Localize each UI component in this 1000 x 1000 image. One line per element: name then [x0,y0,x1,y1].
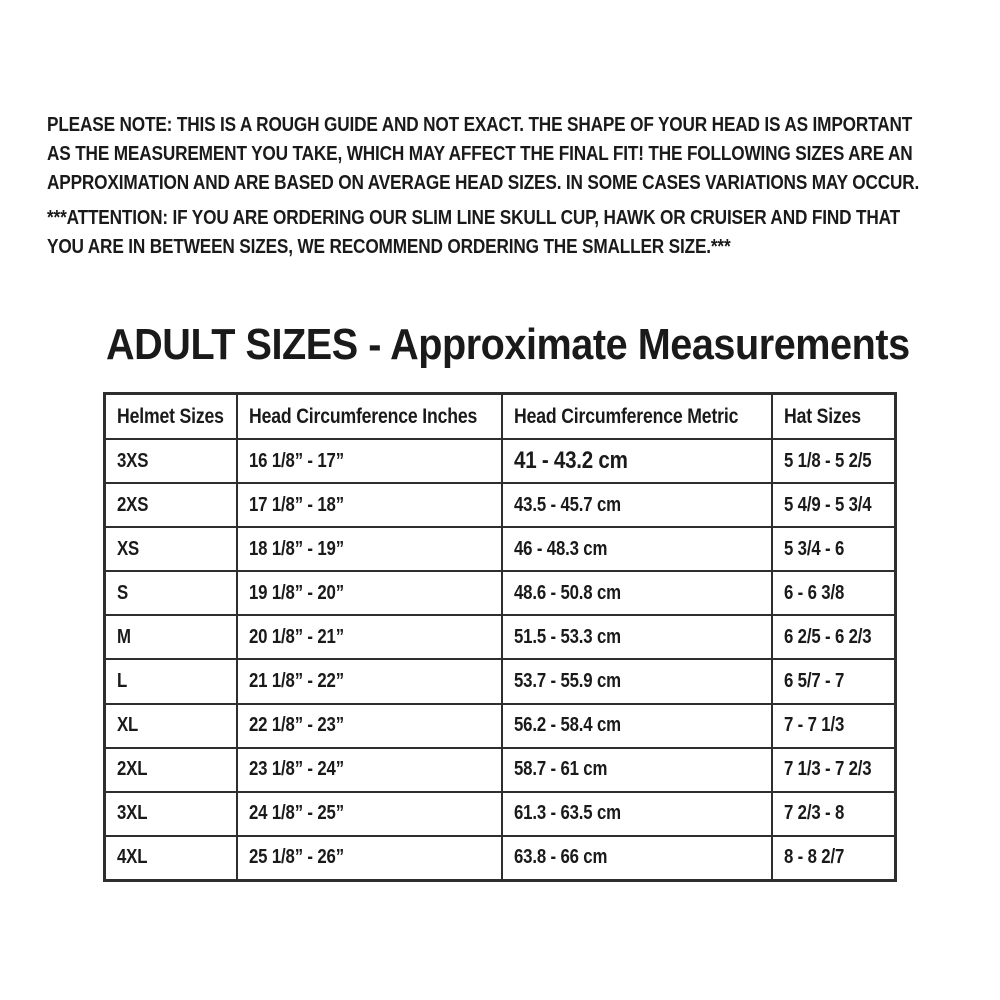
table-row [106,570,894,614]
cell-hat-size [771,837,894,879]
cell-hat-size [771,793,894,835]
attention-paragraph [47,203,1000,261]
cell-circumference-metric [501,616,771,658]
header-circumference-metric-text: Head Circumference Metric [514,404,739,428]
cell-hat-size-text: 8 - 8 2/7 [784,846,845,869]
size-table [103,392,897,882]
page-title [106,321,999,369]
cell-circumference-metric-text: 53.7 - 55.9 cm [514,670,621,693]
cell-circumference-metric [501,484,771,526]
cell-helmet-size-text: M [117,625,131,648]
cell-hat-size-text: 7 - 7 1/3 [784,714,845,737]
cell-helmet-size-text: 2XS [117,493,149,516]
cell-circumference-inches-text: 21 1/8” - 22” [249,670,344,693]
cell-circumference-metric [501,440,771,482]
note-line [47,110,1000,139]
table-row [106,791,894,835]
cell-circumference-inches [236,440,501,482]
cell-helmet-size-text: 2XL [117,758,148,781]
cell-circumference-metric-text: 58.7 - 61 cm [514,758,608,781]
cell-helmet-size [106,572,236,614]
cell-helmet-size-text: 3XS [117,449,149,472]
cell-circumference-inches [236,749,501,791]
cell-circumference-metric-text: 46 - 48.3 cm [514,537,608,560]
cell-helmet-size [106,660,236,702]
cell-helmet-size [106,837,236,879]
table-row [106,614,894,658]
cell-circumference-metric [501,660,771,702]
cell-hat-size [771,484,894,526]
table-row [106,747,894,791]
cell-circumference-inches-text: 16 1/8” - 17” [249,449,344,472]
cell-hat-size-text: 6 5/7 - 7 [784,670,845,693]
cell-hat-size [771,616,894,658]
table-row [106,658,894,702]
cell-hat-size [771,705,894,747]
cell-helmet-size [106,528,236,570]
cell-circumference-inches [236,660,501,702]
attention-line-text: ***ATTENTION: IF YOU ARE ORDERING OUR SLIM LINE SKULL CUP, HAWK OR CRUISER AND FIND THAT [47,206,900,229]
cell-hat-size-text: 5 1/8 - 5 2/5 [784,449,872,472]
table-row [106,438,894,482]
cell-circumference-inches [236,528,501,570]
cell-hat-size-text: 5 3/4 - 6 [784,537,845,560]
note-line [47,139,1000,168]
cell-circumference-inches [236,616,501,658]
cell-helmet-size-text: XS [117,537,140,560]
header-circumference-inches [236,395,501,438]
cell-circumference-metric-text: 51.5 - 53.3 cm [514,625,621,648]
note-line-text: AS THE MEASUREMENT YOU TAKE, WHICH MAY AFFECT THE FINAL FIT! THE FOLLOWING SIZES ARE AN [47,142,913,165]
header-helmet-sizes-text: Helmet Sizes [117,404,224,428]
table-row [106,526,894,570]
cell-circumference-metric [501,793,771,835]
cell-helmet-size-text: S [117,581,129,604]
cell-circumference-metric [501,837,771,879]
attention-line [47,203,1000,232]
table-row [106,482,894,526]
cell-circumference-metric [501,528,771,570]
cell-hat-size-text: 7 1/3 - 7 2/3 [784,758,872,781]
table-row [106,835,894,879]
cell-circumference-metric-text: 48.6 - 50.8 cm [514,581,621,604]
cell-circumference-inches-text: 22 1/8” - 23” [249,714,344,737]
cell-helmet-size [106,440,236,482]
header-hat-sizes [771,395,894,438]
cell-hat-size-text: 7 2/3 - 8 [784,802,845,825]
note-paragraph [47,110,1000,197]
attention-line [47,232,1000,261]
cell-circumference-inches-text: 18 1/8” - 19” [249,537,344,560]
cell-hat-size-text: 5 4/9 - 5 3/4 [784,493,872,516]
cell-circumference-inches [236,572,501,614]
cell-circumference-inches-text: 25 1/8” - 26” [249,846,344,869]
cell-circumference-inches [236,705,501,747]
cell-helmet-size-text: L [117,670,128,693]
cell-circumference-metric [501,749,771,791]
attention-line-text: YOU ARE IN BETWEEN SIZES, WE RECOMMEND ORDERING THE SMALLER SIZE.*** [47,235,731,258]
cell-hat-size-text: 6 2/5 - 6 2/3 [784,625,872,648]
cell-circumference-inches-text: 20 1/8” - 21” [249,625,344,648]
note-line-text: PLEASE NOTE: THIS IS A ROUGH GUIDE AND NOT EXACT. THE SHAPE OF YOUR HEAD IS AS IMPORTANT [47,113,913,136]
cell-circumference-inches [236,837,501,879]
cell-helmet-size [106,705,236,747]
note-line-text: APPROXIMATION AND ARE BASED ON AVERAGE HEAD SIZES. IN SOME CASES VARIATIONS MAY OCCUR. [47,171,920,194]
cell-hat-size-text: 6 - 6 3/8 [784,581,845,604]
note-line [47,168,1000,197]
header-helmet-sizes [106,395,236,438]
cell-helmet-size [106,749,236,791]
cell-helmet-size-text: 4XL [117,846,148,869]
cell-helmet-size [106,484,236,526]
cell-circumference-metric [501,572,771,614]
cell-circumference-inches-text: 19 1/8” - 20” [249,581,344,604]
cell-hat-size [771,528,894,570]
cell-circumference-metric-text: 43.5 - 45.7 cm [514,493,621,516]
cell-circumference-inches [236,793,501,835]
cell-helmet-size [106,793,236,835]
cell-circumference-inches-text: 23 1/8” - 24” [249,758,344,781]
cell-circumference-metric-text: 63.8 - 66 cm [514,846,608,869]
cell-helmet-size [106,616,236,658]
header-circumference-inches-text: Head Circumference Inches [249,404,478,428]
cell-circumference-inches-text: 17 1/8” - 18” [249,493,344,516]
cell-hat-size [771,572,894,614]
table-row [106,703,894,747]
table-header-row [106,395,894,438]
cell-circumference-metric [501,705,771,747]
cell-circumference-inches-text: 24 1/8” - 25” [249,802,344,825]
cell-hat-size [771,749,894,791]
header-circumference-metric [501,395,771,438]
cell-helmet-size-text: XL [117,714,139,737]
cell-helmet-size-text: 3XL [117,802,148,825]
cell-circumference-metric-text: 61.3 - 63.5 cm [514,802,621,825]
cell-circumference-inches [236,484,501,526]
cell-circumference-metric-text: 56.2 - 58.4 cm [514,714,621,737]
header-hat-sizes-text: Hat Sizes [784,404,861,428]
cell-hat-size [771,440,894,482]
page-title-text: ADULT SIZES - Approximate Measurements [106,320,910,369]
cell-circumference-metric-text: 41 - 43.2 cm [514,447,628,475]
cell-hat-size [771,660,894,702]
